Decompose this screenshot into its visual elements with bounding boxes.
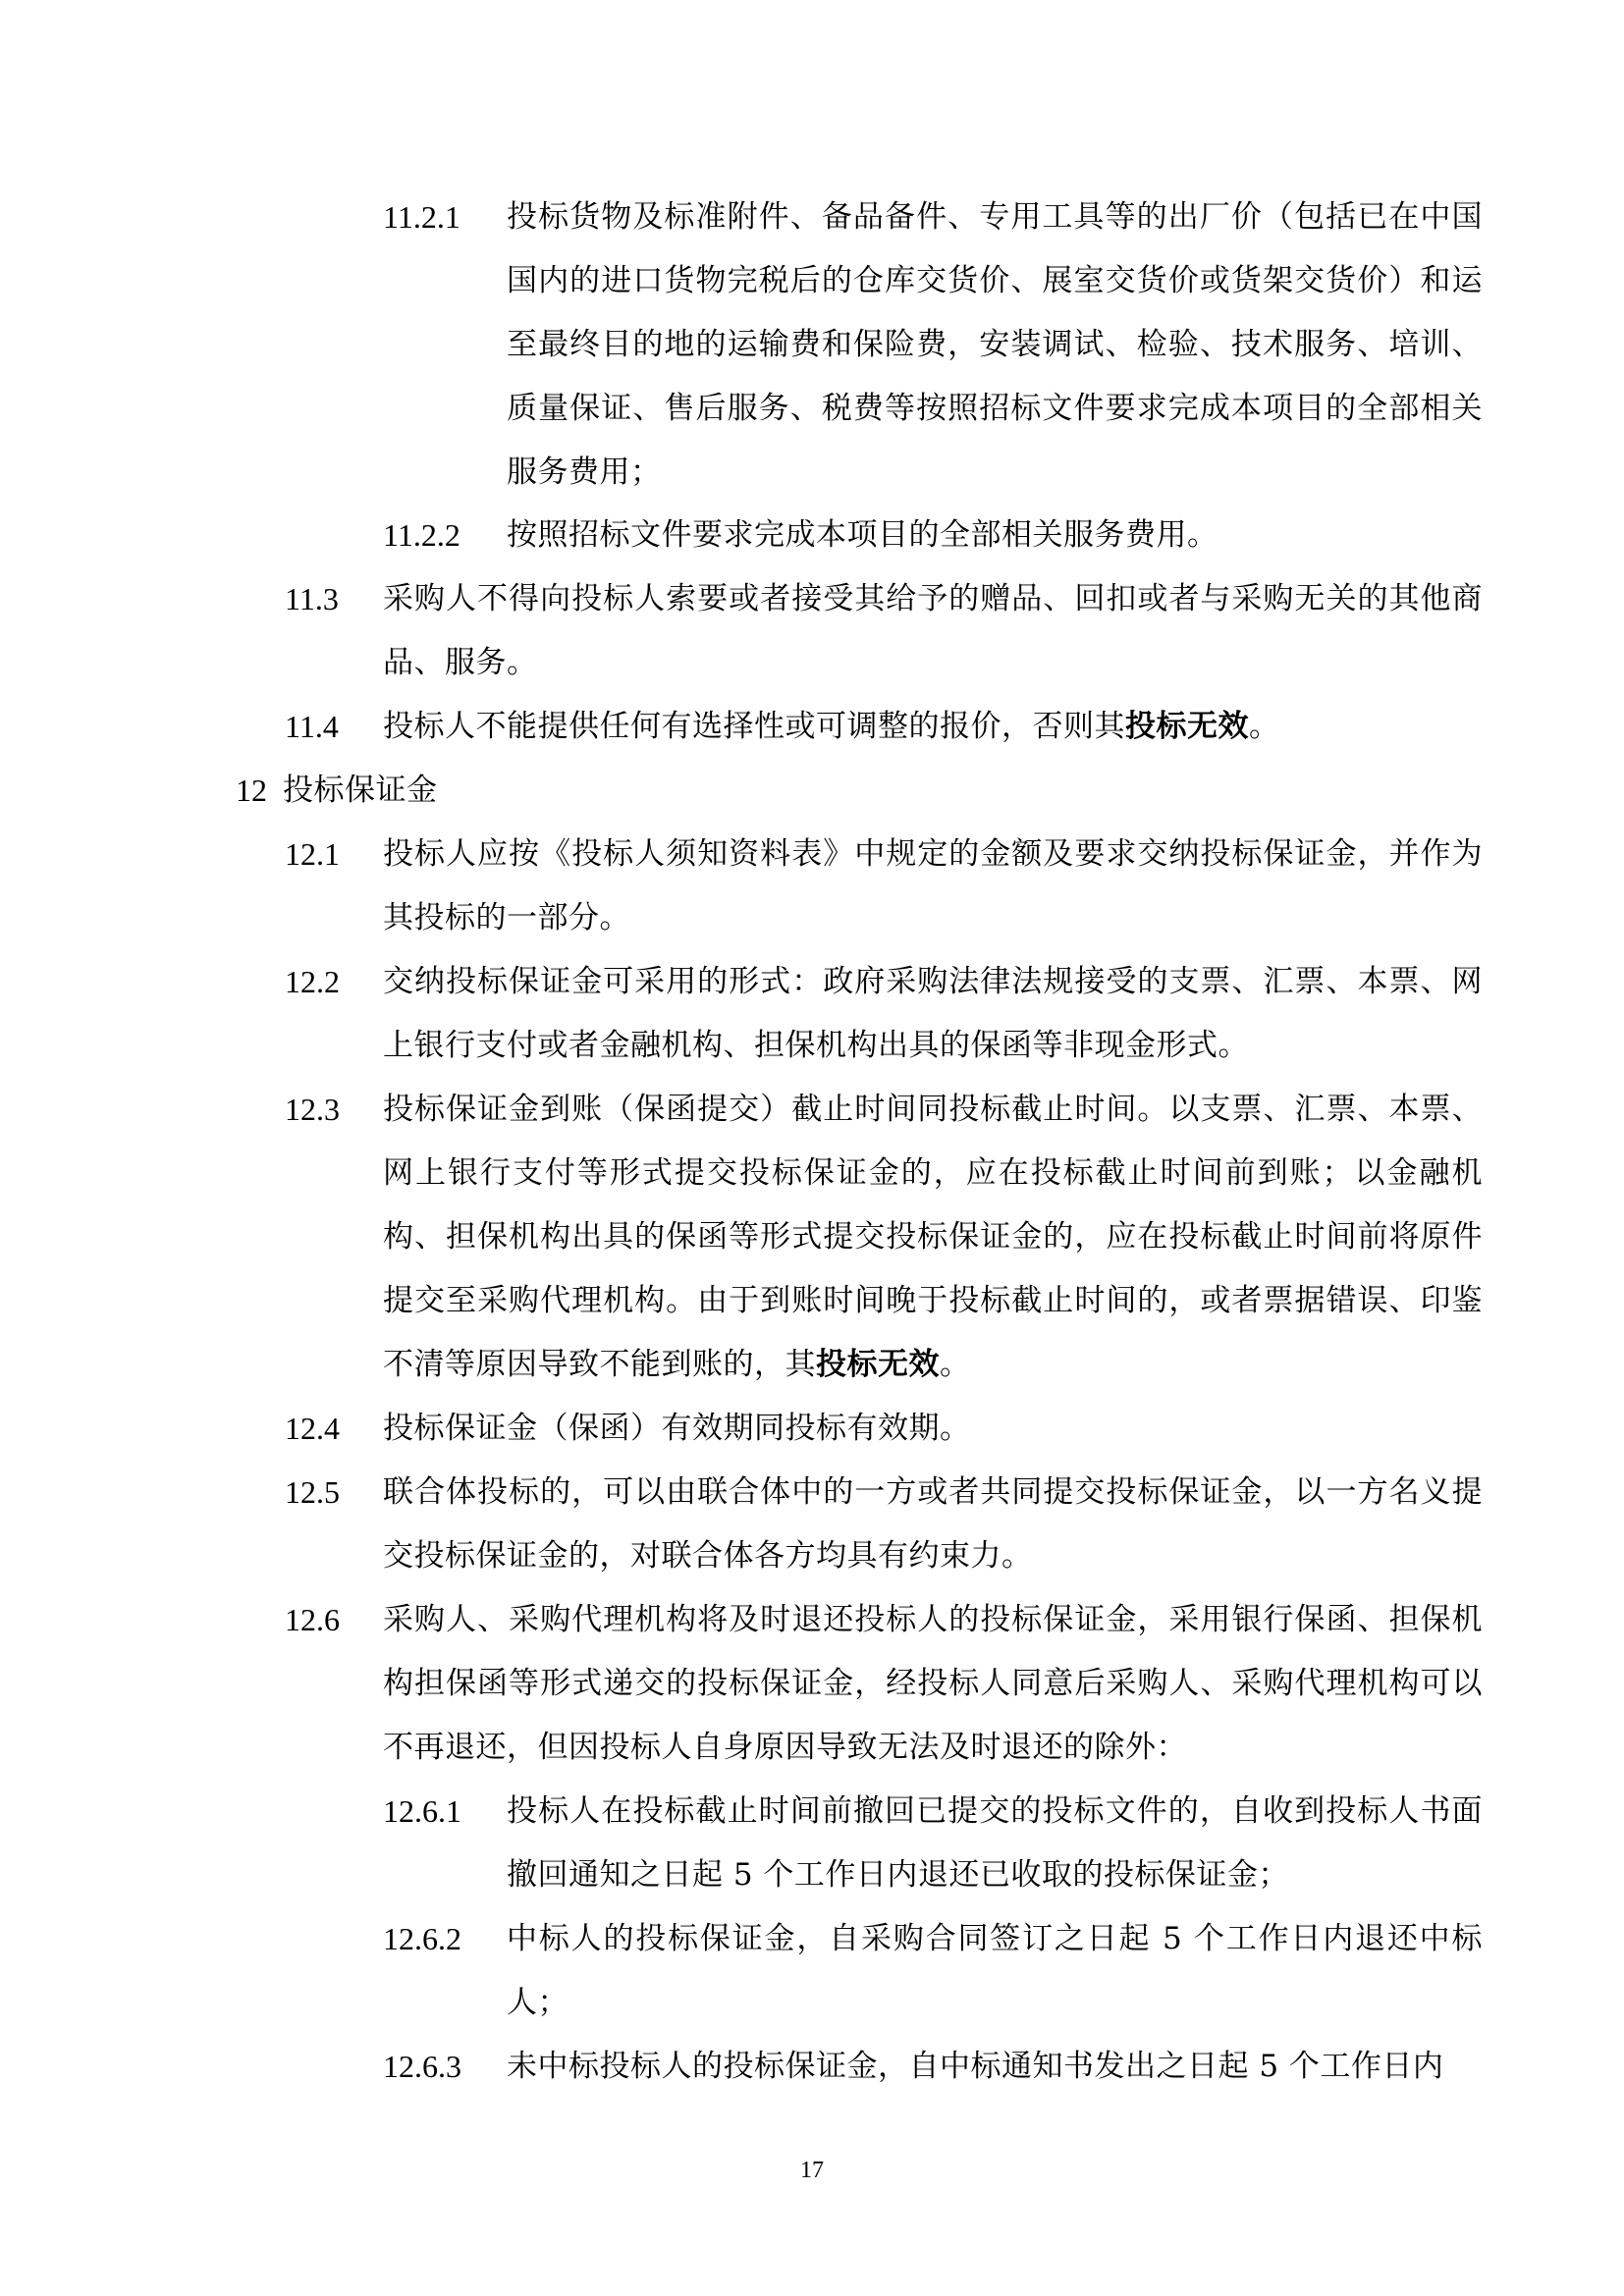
invalid-bid-emphasis: 投标无效 <box>1125 709 1249 744</box>
clause-number: 12.3 <box>285 1092 340 1127</box>
page-number: 17 <box>800 2158 824 2183</box>
clause-text: 投标保证金（保函）有效期同投标有效期。 <box>383 1411 971 1446</box>
clause-text: 采购人、采购代理机构将及时退还投标人的投标保证金，采用银行保函、担保机构担保函等形式递交的投标保证金，经投标人同意后采购人、采购代理机构可以不再退还，但因投标人自身原因导致无法及时退还的除外： <box>383 1602 1483 1765</box>
section-number: 12 <box>236 773 267 808</box>
clause-text: 中标人的投标保证金，自采购合同签订之日起 5 个工作日内退还中标人； <box>507 1921 1483 2020</box>
clause-number: 12.6.3 <box>383 2049 461 2084</box>
clause-text: 按照招标文件要求完成本项目的全部相关服务费用。 <box>507 517 1218 553</box>
clause-number: 12.6.1 <box>383 1793 461 1829</box>
clause-text: 采购人不得向投标人索要或者接受其给予的赠品、回扣或者与采购无关的其他商品、服务。 <box>383 581 1483 680</box>
clause-text: 联合体投标的，可以由联合体中的一方或者共同提交投标保证金，以一方名义提交投标保证金的，对联合体各方均具有约束力。 <box>383 1474 1483 1574</box>
clause-text: 投标人在投标截止时间前撤回已提交的投标文件的，自收到投标人书面撤回通知之日起 5 个工作日内退还已收取的投标保证金； <box>507 1793 1483 1893</box>
section-title: 投标保证金 <box>283 773 438 808</box>
clause-number: 11.4 <box>285 709 339 744</box>
clause-text <box>383 695 1483 759</box>
clause-text-main: 投标人不能提供任何有选择性或可调整的报价，否则其 <box>383 709 1125 744</box>
clause-text: 投标人应按《投标人须知资料表》中规定的金额及要求交纳投标保证金，并作为其投标的一部分。 <box>383 836 1483 935</box>
clause-number: 11.3 <box>285 581 339 616</box>
clause-number: 12.5 <box>285 1474 340 1510</box>
clause-text: 交纳投标保证金可采用的形式：政府采购法律法规接受的支票、汇票、本票、网上银行支付或者金融机构、担保机构出具的保函等非现金形式。 <box>383 964 1483 1063</box>
clause-text: 投标货物及标准附件、备品备件、专用工具等的出厂价（包括已在中国国内的进口货物完税后的仓库交货价、展室交货价或货架交货价）和运至最终目的地的运输费和保险费，安装调试、检验、技术服务、培训、质量保证、售后服务、税费等按照招标文件要求完成本项目的全部相关服务费用； <box>507 199 1483 490</box>
clause-text-end: 。 <box>1249 709 1280 744</box>
clause-number: 12.1 <box>285 836 340 872</box>
clause-number: 12.2 <box>285 964 340 999</box>
clause-number: 12.4 <box>285 1411 340 1446</box>
clause-number: 12.6 <box>285 1602 340 1637</box>
clause-text: 未中标投标人的投标保证金，自中标通知书发出之日起 5 个工作日内 <box>507 2049 1444 2084</box>
clause-text-end: 。 <box>940 1347 971 1382</box>
invalid-bid-emphasis: 投标无效 <box>816 1347 940 1382</box>
clause-number: 11.2.2 <box>383 517 460 553</box>
clause-number: 11.2.1 <box>383 199 460 235</box>
clause-text <box>383 1078 1483 1397</box>
clause-number: 12.6.2 <box>383 1921 461 1956</box>
clause-text-main: 投标保证金到账（保函提交）截止时间同投标截止时间。以支票、汇票、本票、网上银行支付等形式提交投标保证金的，应在投标截止时间前到账；以金融机构、担保机构出具的保函等形式提交投标保证金的，应在投标截止时间前将原件提交至采购代理机构。由于到账时间晚于投标截止时间的，或者票据错误、印鉴不清等原因导致不能到账的，其 <box>383 1092 1483 1382</box>
